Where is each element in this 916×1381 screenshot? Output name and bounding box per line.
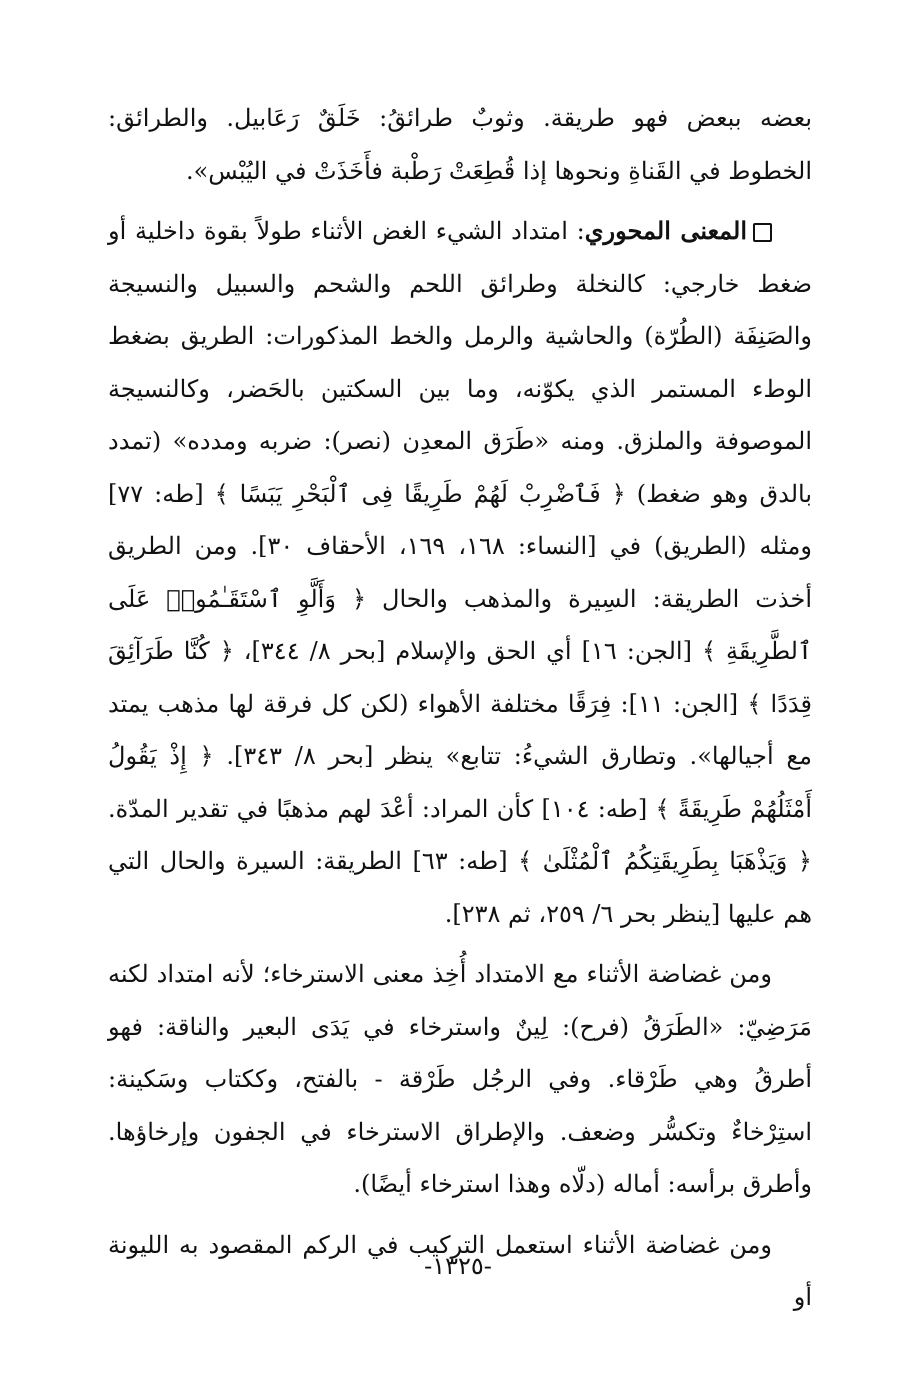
paragraph-gap <box>108 940 812 948</box>
page-number: -١٣٢٥- <box>424 1252 492 1280</box>
paragraph-gap <box>108 1211 812 1219</box>
paragraph-2-text: : امتداد الشيء الغض الأثناء طولاً بقوة داخلية أو ضغط خارجي: كالنخلة وطرائق اللحم والشحم والسبيل والنسيجة والصَنِفَة (الطُرّة) والحاشية والرمل والخط المذكورات: الطريق بضغط الوطء المستمر الذي يكوّنه، وما بين السكتين بالحَضر، وكالنسيجة الموصوفة والملزق. ومنه «طَرَق المعدِن (نصر): ضربه ومدده» (تمدد بالدق وهو ضغط) ﴿ فَٱضْرِبْ لَهُمْ طَرِيقًا فِى ٱلْبَحْرِ يَبَسًا ﴾ [طه: ٧٧] ومثله (الطريق) في [النساء: ١٦٨، ١٦٩، الأحقاف ٣٠]. ومن الطريق أخذت الطريقة: السِيرة والمذهب والحال ﴿ وَأَلَّوِ ٱسْتَقَـٰمُوا۟ عَلَى ٱلطَّرِيقَةِ ﴾ [الجن: ١٦] أي الحق والإسلام [بحر ٨/ ٣٤٤]، ﴿ كُنَّا طَرَآئِقَ قِدَدًا ﴾ [الجن: ١١]: فِرَقًا مختلفة الأهواء (لكن كل فرقة لها مذهب يمتد مع أجيالها». وتطارق الشيءُ: تتابع» ينظر [بحر ٨/ ٣٤٣]. ﴿ إِذْ يَقُولُ أَمْثَلُهُمْ طَرِيقَةً ﴾ [طه: ١٠٤] كأن المراد: أعْدَ لهم مذهبًا في تقدير المدّة. ﴿ وَيَذْهَبَا بِطَرِيقَتِكُمُ ٱلْمُثْلَىٰ ﴾ [طه: ٦٣] الطريقة: السيرة والحال التي هم عليها [ينظر بحر ٦/ ٢٥٩، ثم ٢٣٨]. <box>108 217 813 928</box>
paragraph-1: بعضه ببعض فهو طريقة. وثوبٌ طرائقُ: خَلَقٌ رَعَابيل. والطرائق: الخطوط في القَناةِ ونحوها إذا قُطِعَتْ رَطْبة فأَخَذَتْ في اليُبْس». <box>108 104 812 185</box>
page-body <box>108 92 812 1324</box>
square-bullet-icon <box>753 223 772 242</box>
paragraph-gap <box>108 197 812 205</box>
paragraph-4: ومن غضاضة الأثناء استعمل التركيب في الركم المقصود به الليونة أو <box>108 1230 812 1311</box>
paragraph-label: المعنى المحوري <box>584 216 748 245</box>
paragraph-3: ومن غضاضة الأثناء مع الامتداد أُخِذ معنى الاسترخاء؛ لأنه امتداد لكنه مَرَضِيّ: «الطَرَقُ (فرح): لِينٌ واسترخاء في يَدَى البعير والناقة: فهو أطرقُ وهي طَرْقاء. وفي الرجُل طَرْقة - بالفتح، وككتاب وسَكينة: استِرْخاءٌ وتكسُّر وضعف. والإطراق الاسترخاء في الجفون وإرخاؤها. وأطرق برأسه: أماله (دلّاه وهذا استرخاء أيضًا). <box>108 960 812 1198</box>
paragraph-2 <box>108 205 812 940</box>
